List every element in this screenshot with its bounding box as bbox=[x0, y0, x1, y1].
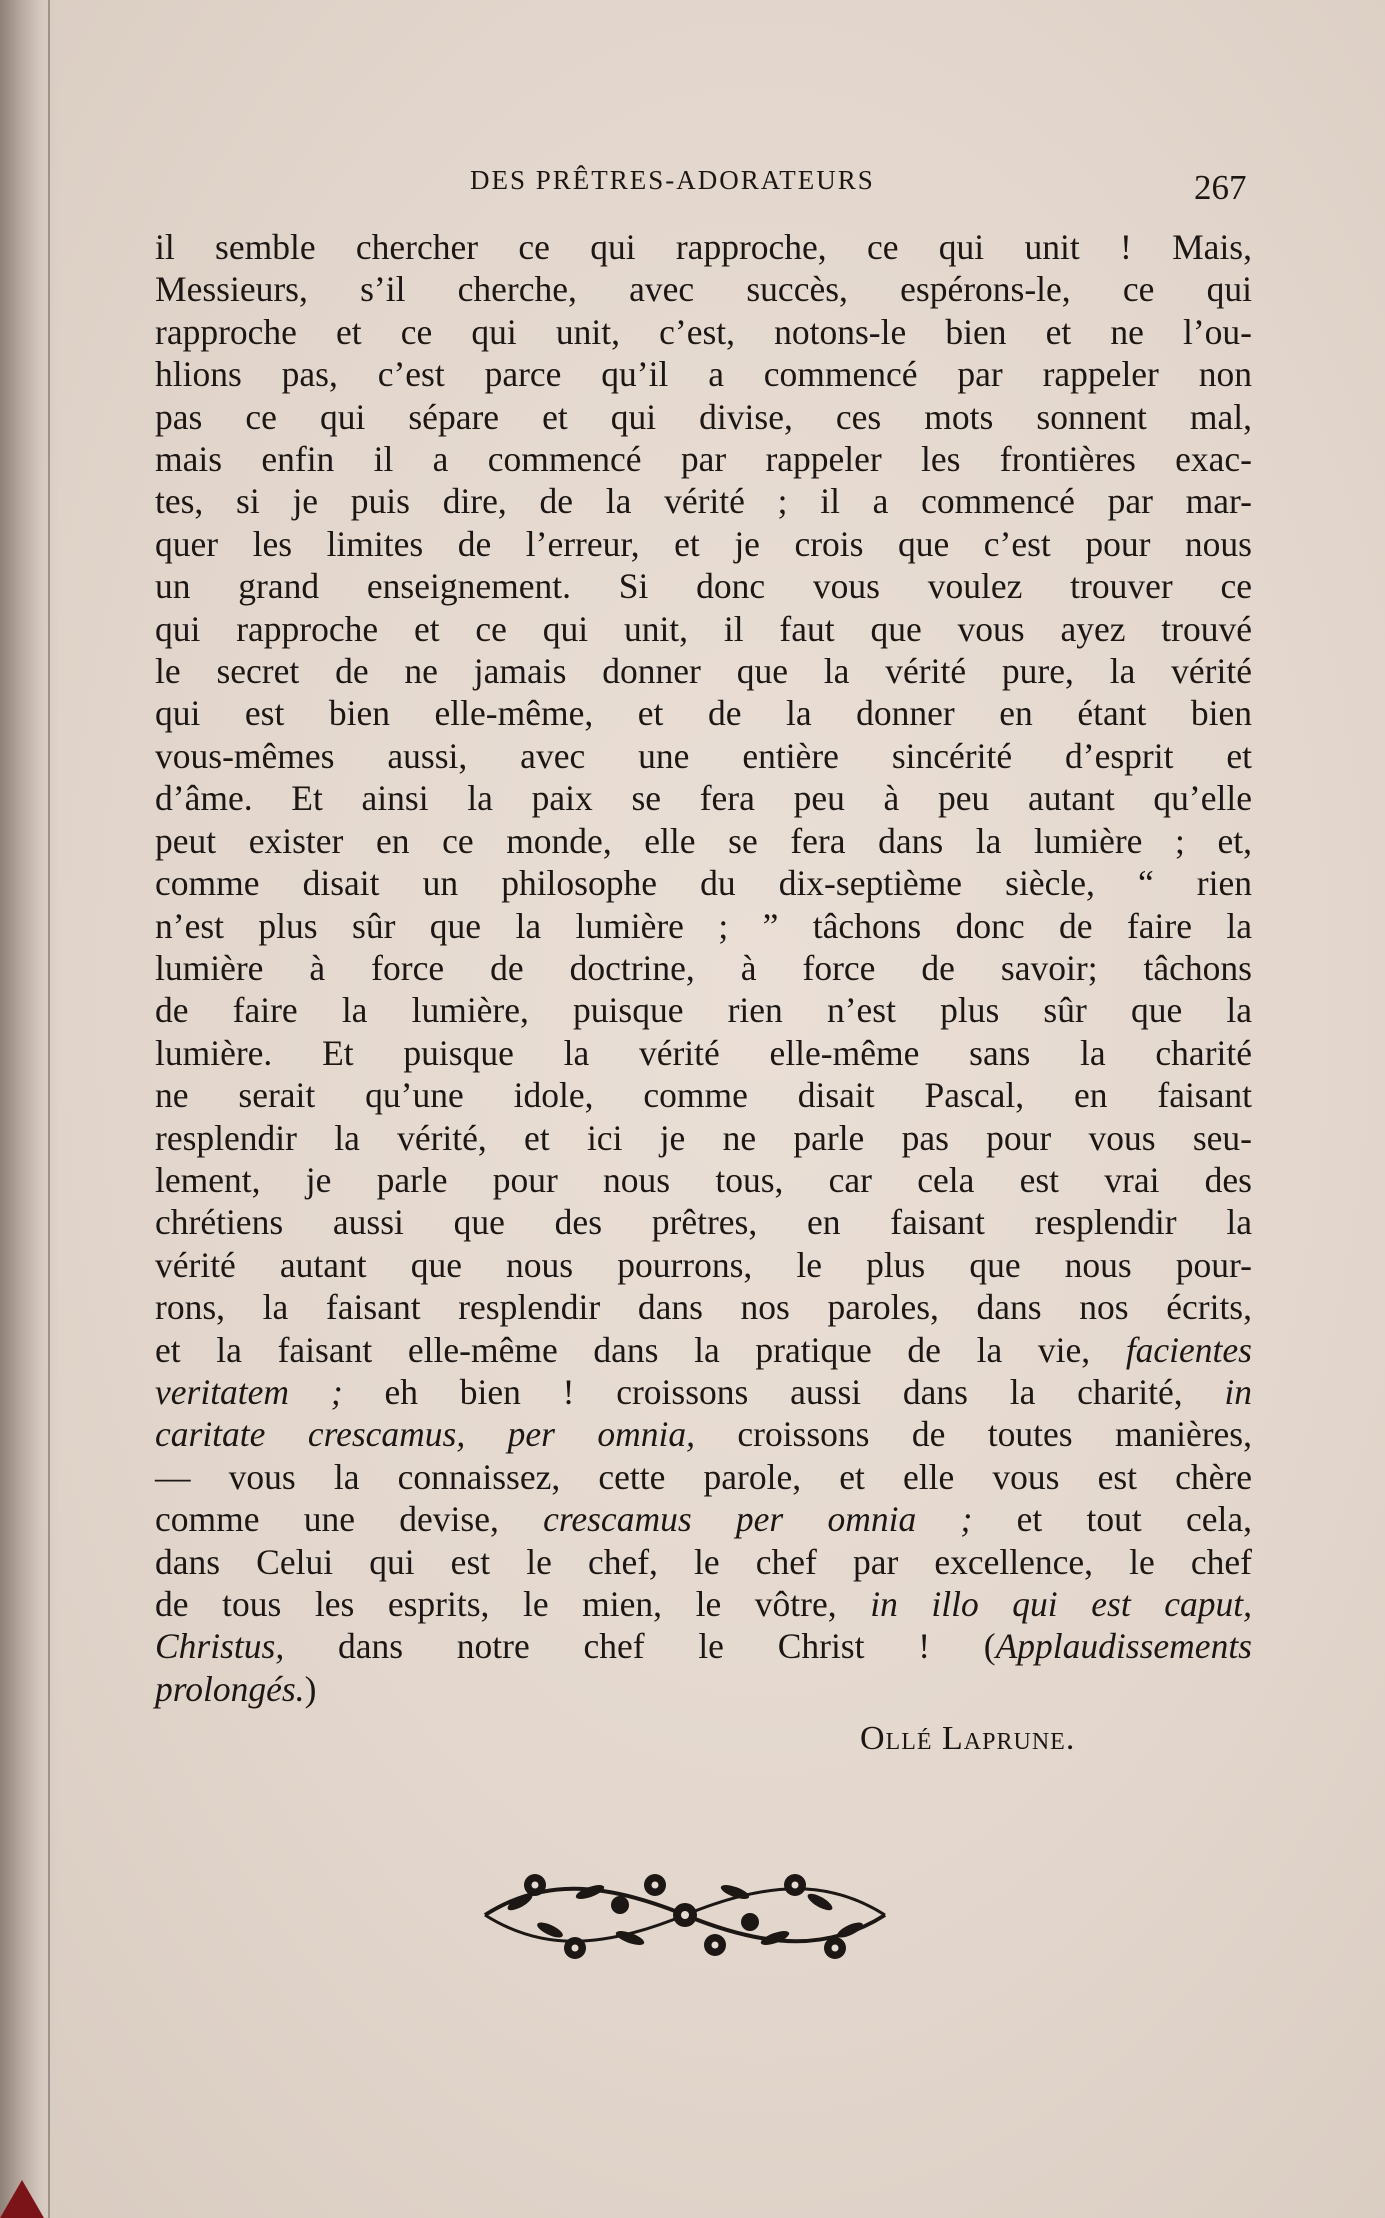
author-signature: Ollé Laprune. bbox=[860, 1720, 1076, 1757]
running-title: DES PRÊTRES-ADORATEURS bbox=[470, 165, 875, 195]
text-line: vous-mêmes aussi, avec une entière sincérité d’esprit et bbox=[155, 735, 1252, 776]
text-line: resplendir la vérité, et ici je ne parle pas pour vous seu- bbox=[155, 1117, 1252, 1158]
text-line: lement, je parle pour nous tous, car cela est vrai des bbox=[155, 1159, 1252, 1200]
text-line: comme disait un philosophe du dix-septième siècle, “ rien bbox=[155, 863, 1252, 904]
text-line: tes, si je puis dire, de la vérité ; il a commencé par mar- bbox=[155, 481, 1252, 522]
text-line: chrétiens aussi que des prêtres, en faisant resplendir la bbox=[155, 1202, 1252, 1243]
text-line: pas ce qui sépare et qui divise, ces mots sonnent mal, bbox=[155, 396, 1252, 437]
text-line: Christus, dans notre chef le Christ ! (Applaudissements bbox=[155, 1626, 1252, 1667]
text-line: de tous les esprits, le mien, le vôtre, in illo qui est caput, bbox=[155, 1584, 1252, 1624]
text-line: rons, la faisant resplendir dans nos paroles, dans nos écrits, bbox=[155, 1287, 1252, 1328]
text-line: il semble chercher ce qui rapproche, ce qui unit ! Mais, bbox=[155, 227, 1252, 267]
text-line: dans Celui qui est le chef, le chef par excellence, le chef bbox=[155, 1541, 1252, 1582]
red-ribbon-marker bbox=[0, 2180, 44, 2218]
text-line: Messieurs, s’il cherche, avec succès, espérons-le, ce qui bbox=[155, 269, 1252, 310]
floral-ornament-icon bbox=[480, 1860, 890, 1970]
text-line: hlions pas, c’est parce qu’il a commencé par rappeler non bbox=[155, 354, 1252, 395]
text-line: de faire la lumière, puisque rien n’est plus sûr que la bbox=[155, 990, 1252, 1031]
binding-edge-line bbox=[48, 0, 50, 2218]
text-line: d’âme. Et ainsi la paix se fera peu à peu autant qu’elle bbox=[155, 778, 1252, 819]
text-line: lumière. Et puisque la vérité elle-même sans la charité bbox=[155, 1032, 1252, 1073]
book-binding-shadow bbox=[0, 0, 60, 2218]
text-line: veritatem ; eh bien ! croissons aussi dans la charité, in bbox=[155, 1371, 1252, 1412]
text-line: lumière à force de doctrine, à force de savoir; tâchons bbox=[155, 947, 1252, 988]
text-line: peut exister en ce monde, elle se fera dans la lumière ; et, bbox=[155, 820, 1252, 861]
text-line: prolongés.) bbox=[155, 1668, 317, 1709]
text-line: caritate crescamus, per omnia, croissons de toutes manières, bbox=[155, 1414, 1252, 1455]
text-line: vérité autant que nous pourrons, le plus que nous pour- bbox=[155, 1244, 1252, 1285]
text-line: rapproche et ce qui unit, c’est, notons-le bien et ne l’ou- bbox=[155, 311, 1252, 352]
text-line: un grand enseignement. Si donc vous voulez trouver ce bbox=[155, 566, 1252, 607]
text-line: et la faisant elle-même dans la pratique de la vie, facientes bbox=[155, 1329, 1252, 1370]
page-number: 267 bbox=[1194, 168, 1247, 207]
text-line: ne serait qu’une idole, comme disait Pascal, en faisant bbox=[155, 1075, 1252, 1116]
text-line: mais enfin il a commencé par rappeler les frontières exac- bbox=[155, 439, 1252, 480]
text-line: le secret de ne jamais donner que la vérité pure, la vérité bbox=[155, 651, 1252, 692]
body-paragraph bbox=[155, 226, 1252, 1710]
text-line: n’est plus sûr que la lumière ; ” tâchons donc de faire la bbox=[155, 905, 1252, 946]
text-line: quer les limites de l’erreur, et je crois que c’est pour nous bbox=[155, 523, 1252, 564]
text-line: — vous la connaissez, cette parole, et elle vous est chère bbox=[155, 1456, 1252, 1497]
text-line: comme une devise, crescamus per omnia ; et tout cela, bbox=[155, 1499, 1252, 1540]
text-line: qui rapproche et ce qui unit, il faut que vous ayez trouvé bbox=[155, 608, 1252, 649]
text-line: qui est bien elle-même, et de la donner en étant bien bbox=[155, 693, 1252, 734]
